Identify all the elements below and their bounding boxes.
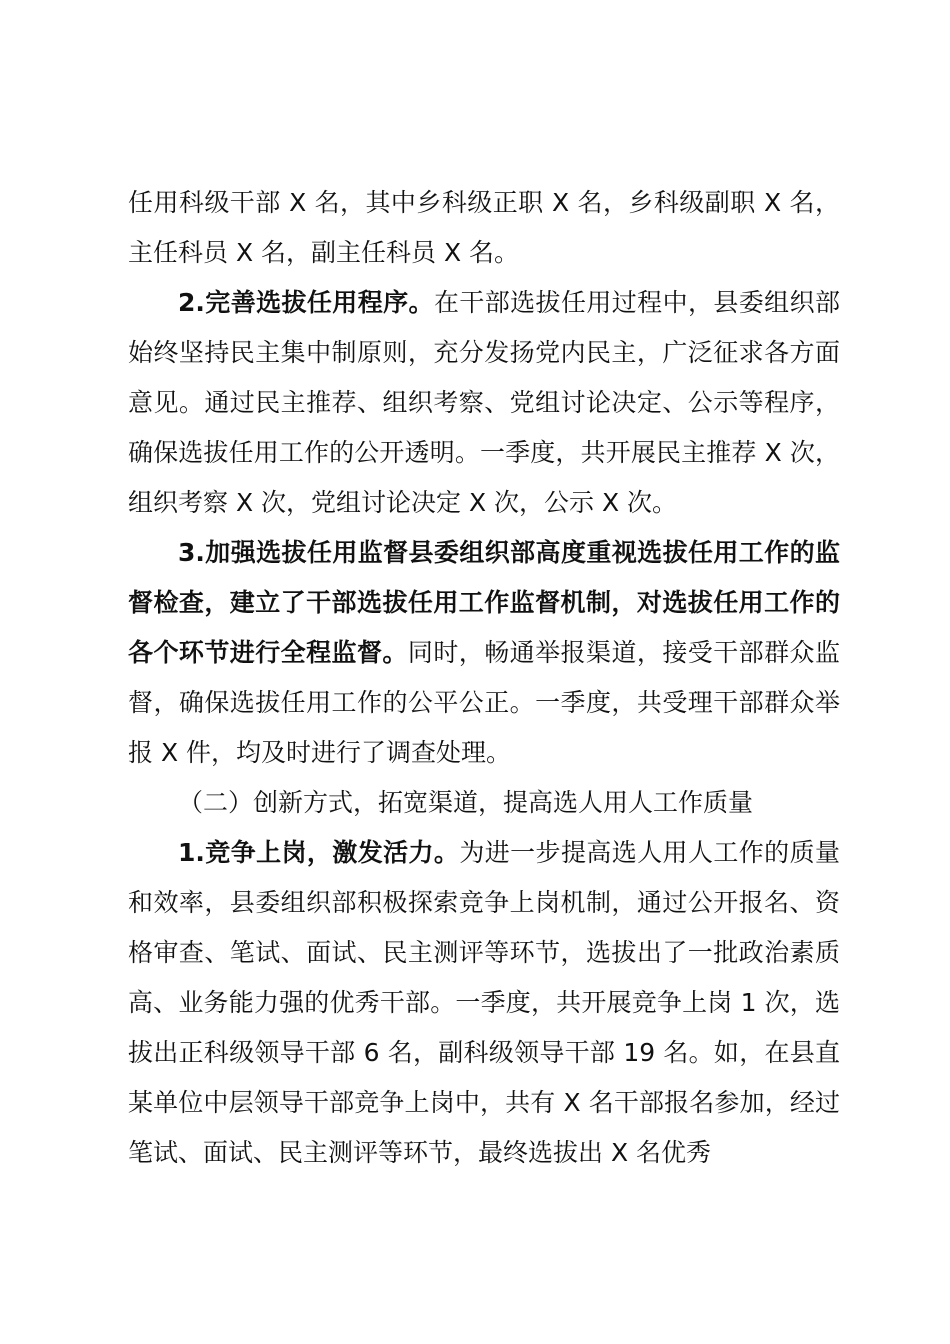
paragraph-text: 为进一步提高选人用人工作的质量和效率，县委组织部积极探索竞争上岗机制，通过公开报名、资格审查、笔试、面试、民主测评等环节，选拔出了一批政治素质高、业务能力强的优秀干部。一季度，共开展竞争上岗 1 次，选拔出正科级领导干部 6 名，副科级领导干部 19 名。如，在县直某单位中层领导干部竞争上岗中，共有 X 名干部报名参加，经过笔试、面试、民主测评等环节，最终选拔出 X 名优秀 (128, 838, 840, 1167)
paragraph-competitive-selection (128, 828, 840, 1178)
paragraph-continuation (128, 178, 840, 278)
paragraph-heading: 3.加强选拔任用监督县委组织部高度重视选拔任用工作的监督检查，建立了干部选拔任用工作监督机制，对选拔任用工作的各个环节进行全程监督。 (128, 538, 840, 667)
document-body (128, 178, 840, 1178)
paragraph-heading: 1.竞争上岗，激发活力。 (178, 838, 460, 867)
paragraph-strengthen-supervision (128, 528, 840, 778)
paragraph-heading: 2.完善选拔任用程序。 (178, 288, 434, 317)
section-heading (128, 778, 840, 828)
paragraph-text: 同时，畅通举报渠道，接受干部群众监督，确保选拔任用工作的公平公正。一季度，共受理干部群众举报 X 件，均及时进行了调查处理。 (128, 638, 840, 767)
section-heading-text: （二）创新方式，拓宽渠道，提高选人用人工作质量 (178, 788, 754, 817)
paragraph-text: 在干部选拔任用过程中，县委组织部始终坚持民主集中制原则，充分发扬党内民主，广泛征求各方面意见。通过民主推荐、组织考察、党组讨论决定、公示等程序，确保选拔任用工作的公开透明。一季度，共开展民主推荐 X 次，组织考察 X 次，党组讨论决定 X 次，公示 X 次。 (128, 288, 840, 517)
paragraph-improve-procedure (128, 278, 840, 528)
paragraph-text: 任用科级干部 X 名，其中乡科级正职 X 名，乡科级副职 X 名，主任科员 X 名，副主任科员 X 名。 (128, 188, 840, 267)
